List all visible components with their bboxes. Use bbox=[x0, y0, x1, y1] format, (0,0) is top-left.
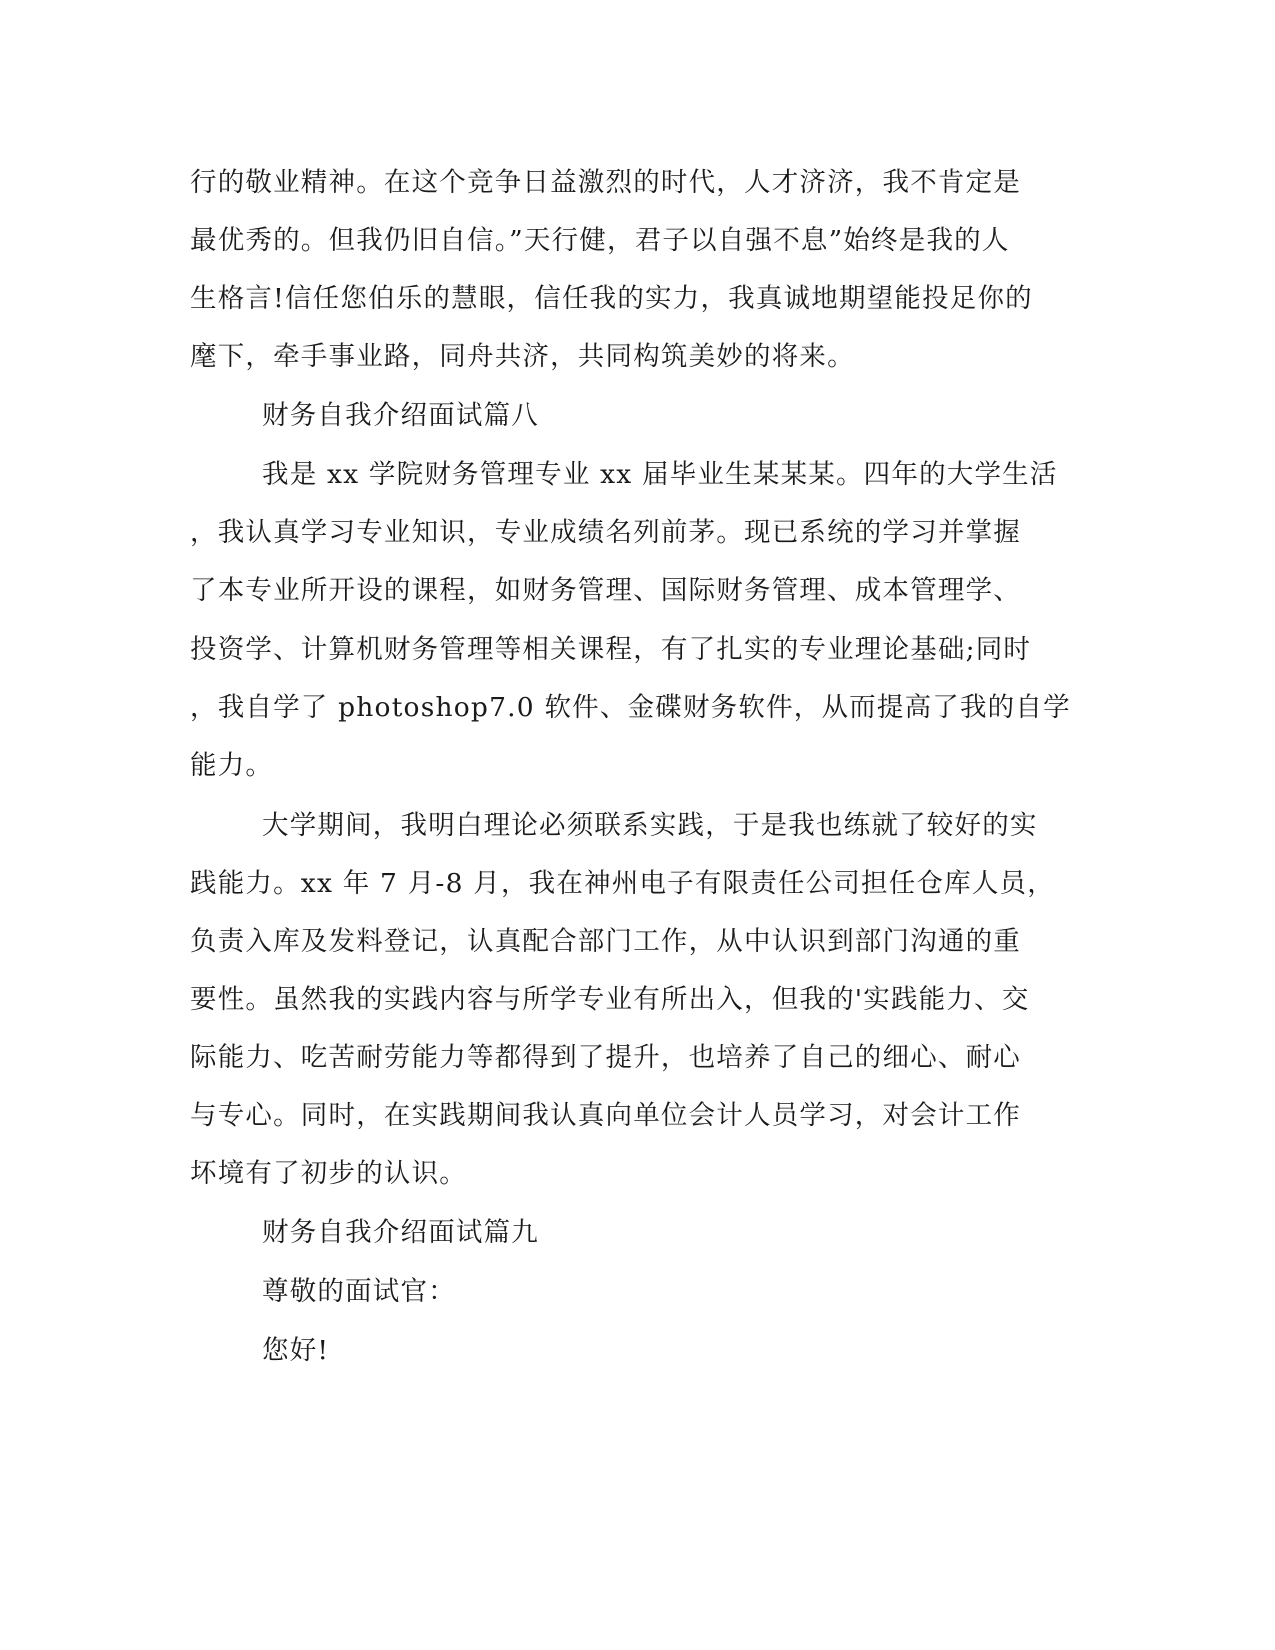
paragraph-line: 负责入库及发料登记，认真配合部门工作，从中认识到部门沟通的重 bbox=[190, 926, 1021, 957]
paragraph-line: 际能力、吃苦耐劳能力等都得到了提升，也培养了自己的细心、耐心 bbox=[190, 1042, 1021, 1073]
paragraph-line: 我是 xx 学院财务管理专业 xx 届毕业生某某某。四年的大学生活 bbox=[262, 459, 1058, 490]
paragraph-line: ，我自学了 photoshop7.0 软件、金碟财务软件，从而提高了我的自学 bbox=[190, 692, 1071, 723]
section-heading: 财务自我介绍面试篇八 bbox=[262, 400, 539, 431]
paragraph-line: 麾下，牵手事业路，同舟共济，共同构筑美妙的将来。 bbox=[190, 341, 855, 372]
paragraph-line: 与专心。同时，在实践期间我认真向单位会计人员学习，对会计工作 bbox=[190, 1100, 1021, 1131]
paragraph-line: ，我认真学习专业知识，专业成绩名列前茅。现已系统的学习并掌握 bbox=[190, 517, 1021, 548]
section-heading: 财务自我介绍面试篇九 bbox=[262, 1217, 539, 1248]
paragraph-line: 了本专业所开设的课程，如财务管理、国际财务管理、成本管理学、 bbox=[190, 575, 1021, 606]
paragraph-line: 生格言!信任您伯乐的慧眼，信任我的实力，我真诚地期望能投足你的 bbox=[190, 283, 1033, 314]
paragraph-line: 最优秀的。但我仍旧自信。”天行健，君子以自强不息”始终是我的人 bbox=[190, 225, 1010, 256]
paragraph-line: 行的敬业精神。在这个竞争日益激烈的时代，人才济济，我不肯定是 bbox=[190, 167, 1021, 198]
paragraph-line: 践能力。xx 年 7 月-8 月，我在神州电子有限责任公司担任仓库人员， bbox=[190, 868, 1055, 899]
paragraph-line: 能力。 bbox=[190, 750, 274, 781]
paragraph-line: 坏境有了初步的认识。 bbox=[190, 1158, 467, 1189]
salutation: 尊敬的面试官： bbox=[262, 1276, 456, 1307]
greeting: 您好! bbox=[262, 1335, 330, 1366]
paragraph-line: 投资学、计算机财务管理等相关课程，有了扎实的专业理论基础;同时 bbox=[190, 634, 1032, 665]
paragraph-line: 大学期间，我明白理论必须联系实践，于是我也练就了较好的实 bbox=[262, 810, 1038, 841]
paragraph-line: 要性。虽然我的实践内容与所学专业有所出入，但我的'实践能力、交 bbox=[190, 984, 1030, 1015]
